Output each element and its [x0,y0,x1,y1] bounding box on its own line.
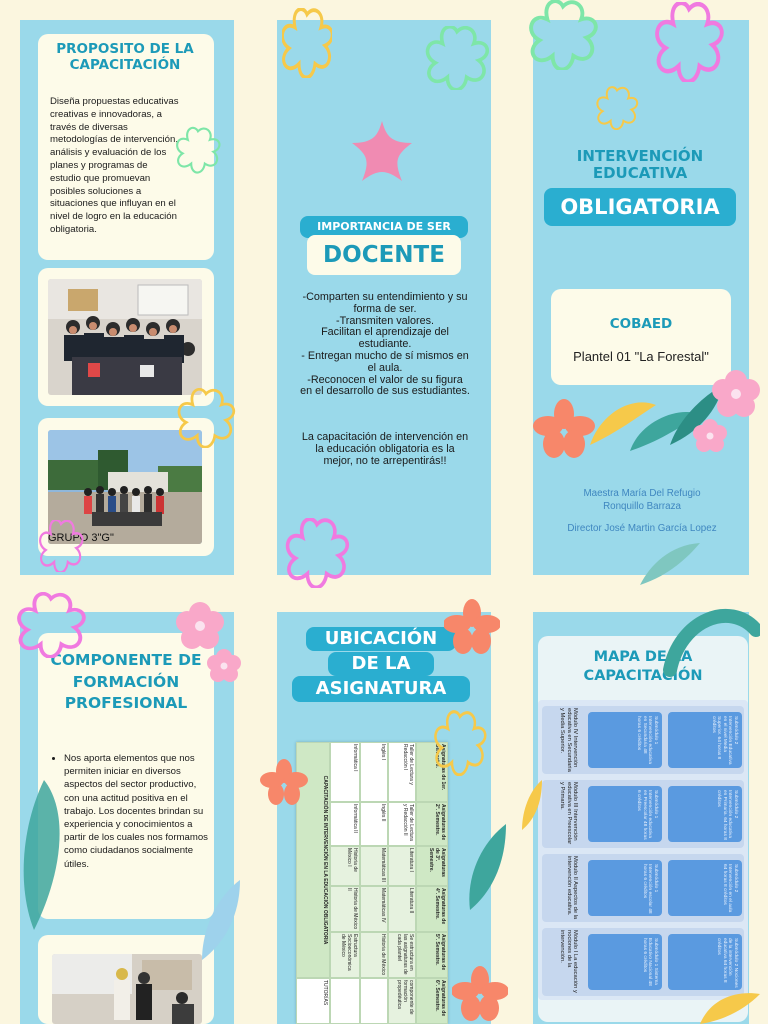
module-row [542,706,744,774]
flower-outline-icon [282,8,332,78]
submodule-text: Submódulo 1 Intervención escolar 48 horas 6 créditos [641,864,658,914]
table-cell: Taller de Lectura y Redacción I [388,742,416,802]
submodule-text: Submódulo 2 Nociones de la intervención educativa 64 horas 8 créditos [716,938,738,988]
table-cell: Literatura II [388,886,416,932]
table-cell: Informática I [330,742,360,802]
table-cell: Se estructura en las asignaturas de cada plantel [388,932,416,978]
flower-outline-icon [284,518,350,588]
table-cell: Estructura Socioeconómica de México [330,932,360,978]
leaf-icon [660,600,760,680]
flower-icon [204,646,244,686]
flower-outline-icon [432,710,488,776]
submodule-box [668,934,742,990]
table-cell: Taller de Lectura y Redacción II [388,802,416,846]
star-icon [345,118,419,188]
table-cell: Matemáticas IV [360,886,388,932]
submodule-box [668,860,742,916]
class-photo-bottom [52,954,202,1024]
table-cell: componente de formación propedéutica [388,978,416,1024]
table-side: TUTORÍAS [296,978,330,1024]
submodule-box [668,786,742,842]
mapa-title: MAPA DE LA CAPACITACIÓN [583,649,703,684]
obligatoria-banner: OBLIGATORIA [544,188,736,226]
ubicacion-title-3: ASIGNATURA [292,676,470,702]
teacher-name: Maestra María Del Refugio Ronquillo Barraza [583,488,701,512]
leaf-icon [640,535,720,585]
flower-outline-icon [38,520,84,572]
importancia-closing: La capacitación de intervención en la educación obligatoria es la mejor, no te arrepentirás!! [301,431,469,467]
flower-icon [452,966,508,1024]
submodule-text: Submódulo 1 Intervención educativa en Secundaria 48 horas 6 créditos [636,716,658,764]
group-caption: GRUPO 3"G" [48,532,114,544]
capacitacion-map [538,700,748,1000]
submodule-box [588,934,662,990]
flower-outline-icon [595,86,639,130]
leaf-icon [700,990,760,1024]
module-label: Módulo IV Intervención educativa en Secundaria y Media Superior. [559,708,578,772]
director-name: Director José Martin García Lopez [567,523,717,534]
flower-icon [690,416,730,456]
proposito-title: PROPOSITO DE LA CAPACITACIÓN [56,41,194,73]
componente-bullet-1: • Nos aporta elementos que nos permiten iniciar en diversos aspectos del sector productivo, con una actitud positiva en el trabajo. Los docentes brindan su experiencia y conocimientos a partir de los cuales nos formamos como ciudadanos socialmente útiles. [64,752,210,871]
flower-outline-icon [425,26,489,90]
table-cell: Historia de México II [330,886,360,932]
submodule-text: Submódulo 1 Intervención educativa en Preescolar 48 horas 6 créditos [636,790,658,840]
module-label: Módulo II Aspectos de la intervención educativa. [565,856,578,920]
table-cell: Asignaturas de 1er. Semestre. [416,742,448,802]
flower-outline-icon [176,388,236,448]
table-cell: Asignaturas de 6°. Semestre. [416,978,448,1024]
table-cell [360,978,388,1024]
submodule-box [588,712,662,768]
cobaed-label: COBAED [609,316,673,332]
portada-title-line2: EDUCATIVA [592,164,688,182]
flower-icon [444,598,500,658]
submodule-text: Submódulo 1 Sistema Educativo Nacional 48 horas 6 créditos [641,938,658,986]
leaf-icon [460,820,510,910]
module-row [542,780,744,848]
submodule-box [588,860,662,916]
importancia-banner-top: IMPORTANCIA DE SER [300,216,468,238]
portada-title-line1: INTERVENCIÓN [576,147,704,165]
ubicacion-title-1: UBICACIÓN [306,627,456,651]
flower-outline-icon [654,2,724,82]
table-cell: Asignaturas de 4°. Semestre. [416,886,448,932]
flower-icon [260,758,308,808]
componente-bullets [50,752,210,871]
campus-label: Plantel 01 "La Forestal" [573,349,709,364]
importancia-points: -Comparten su entendimiento y su forma de ser. -Transmiten valores. Facilitan el aprendizaje del estudiante. - Entregan mucho de sí mismos en el aula. -Reconocen el valor de su figura en el desarrollo de sus estudiantes. [300,291,470,398]
table-cell [330,978,360,1024]
table-cell: Historia de México [360,932,388,978]
table-cell: Historia de México I [330,846,360,886]
leaf-icon [520,780,544,830]
flower-outline-icon [174,126,222,174]
subject-table [296,742,448,1024]
table-cell: Asignaturas de 3°. Semestre. [416,846,448,886]
table-cell: Matemáticas III [360,846,388,886]
flower-icon [708,366,764,422]
classroom-photo [48,279,202,395]
submodule-box [588,786,662,842]
module-row [542,928,744,996]
table-cell: Literatura I [388,846,416,886]
table-cell: Asignaturas de 2°. Semestre. [416,802,448,846]
leaf-icon [196,880,244,960]
flower-outline-icon [16,592,86,658]
proposito-body: Diseña propuestas educativas creativas e innovadoras, a través de diversas metodologías de intervención, análisis y evaluación de los planes y programas de estudio que promuevan posibles soluciones a situaciones que influyan en el nivel de logro en la educación obligatoria. [50,96,179,235]
docente-banner: DOCENTE [307,235,461,275]
submodule-box [668,712,742,768]
flower-icon [532,398,596,462]
table-footer: CAPACITACIÓN DE INTERVENCIÓN EN LA EDUCACIÓN OBLIGATORIA [296,742,330,978]
submodule-text: Submódulo 2 Intervención en el aula 64 horas 8 créditos [721,864,738,913]
table-cell: Informática II [330,802,360,846]
table-cell: Inglés II [360,802,388,846]
submodule-text: Submódulo 2 Intervención educativa en Primaria. 64 horas 8 créditos [716,790,738,840]
ubicacion-title-2: DE LA [328,652,434,676]
flower-outline-icon [528,0,598,70]
module-row [542,854,744,922]
table-cell: Asignaturas de 5°. Semestre. [416,932,448,978]
cobaed-card [551,289,731,385]
module-label: Módulo I La educación y nociones de la intervención. [559,930,578,993]
module-label: Módulo III Intervención educativa en Preescolar y Primaria. [559,782,578,845]
table-cell: Inglés I [360,742,388,802]
submodule-text: Submódulo 2 Intervención Educativa en el nivel Media Superior. 64 horas 8 créditos [710,716,738,765]
componente-title: COMPONENTE DE FORMACIÓN PROFESIONAL [50,651,202,712]
leaf-icon [14,780,70,930]
